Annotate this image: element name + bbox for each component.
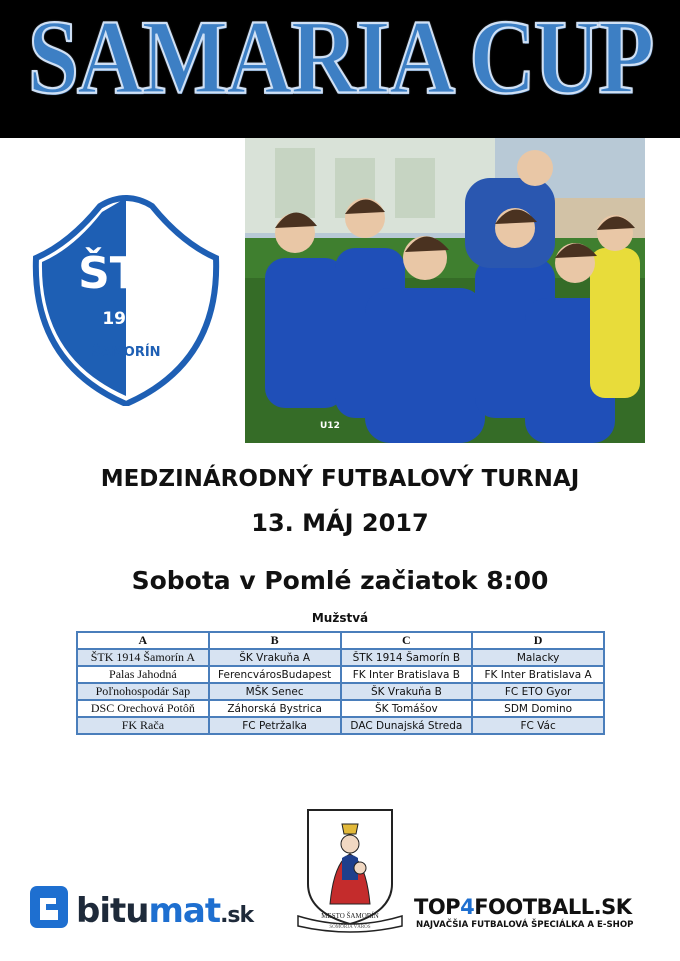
bitumat-tld: .sk: [220, 903, 254, 928]
table-cell: FerencvárosBudapest: [209, 666, 341, 683]
table-cell: Poľnohospodár Sap: [77, 683, 209, 700]
bitumat-logo: [30, 884, 290, 932]
event-subtitle: MEDZINÁRODNÝ FUTBALOVÝ TURNAJ: [100, 466, 580, 492]
table-row: [77, 717, 604, 734]
top4-tagline: NAJVAČŠIA FUTBALOVÁ ŠPECIÁLKA A E-SHOP: [416, 920, 634, 930]
top4-name-part1: TOP: [414, 895, 461, 919]
event-date: 13. MÁJ 2017: [251, 509, 429, 537]
table-cell: Malacky: [472, 649, 604, 666]
header-banner: [0, 0, 680, 138]
table-header-row: [77, 632, 604, 649]
table-cell: FK Inter Bratislava B: [341, 666, 473, 683]
table-cell: ŠK Vrakuňa A: [209, 649, 341, 666]
top4-name-part3: FOOTBALL.SK: [474, 895, 632, 919]
table-cell: FK Inter Bratislava A: [472, 666, 604, 683]
crest-name: ŠTK: [78, 248, 174, 299]
team-photo: [245, 138, 645, 443]
crest-year: 1914: [102, 309, 150, 329]
svg-text:bitumat.sk: [76, 891, 256, 931]
svg-text:TOP4FOOTBALL.SK: [414, 895, 633, 919]
table-cell: FK Rača: [77, 717, 209, 734]
table-cell: FC ETO Gyor: [472, 683, 604, 700]
table-cell: MŠK Senec: [209, 683, 341, 700]
tournament-title: SAMARIA CUP: [27, 0, 653, 116]
event-time: Sobota v Pomlé začiatok 8:00: [131, 566, 549, 595]
table-cell: ŠK Vrakuňa B: [341, 683, 473, 700]
group-d-header: D: [472, 632, 604, 649]
groups-table: [76, 631, 605, 735]
group-b-header: B: [209, 632, 341, 649]
town-emblem-top-text: MESTO ŠAMORÍN: [321, 912, 379, 920]
jersey-label: U12: [320, 421, 340, 431]
teams-caption: Mužstvá: [311, 611, 369, 625]
table-cell: SDM Domino: [472, 700, 604, 717]
table-cell: ŠTK 1914 Šamorín A: [77, 649, 209, 666]
table-cell: FC Vác: [472, 717, 604, 734]
table-cell: ŠTK 1914 Šamorín B: [341, 649, 473, 666]
table-row: [77, 649, 604, 666]
table-cell: Záhorská Bystrica: [209, 700, 341, 717]
bitumat-name-part2: mat: [148, 891, 221, 931]
crest-town: ŠAMORÍN: [91, 345, 161, 360]
table-row: [77, 666, 604, 683]
table-cell: FC Petržalka: [209, 717, 341, 734]
group-c-header: C: [341, 632, 473, 649]
club-crest-logo: [30, 188, 222, 406]
bitumat-name-part1: bitu: [76, 891, 149, 931]
table-cell: DAC Dunajská Streda: [341, 717, 473, 734]
table-cell: DSC Orechová Potôň: [77, 700, 209, 717]
table-row: [77, 683, 604, 700]
table-cell: Palas Jahodná: [77, 666, 209, 683]
town-emblem-bottom-text: SOMORJA VÁROS: [329, 925, 371, 930]
top4-name-part2: 4: [460, 895, 475, 919]
table-row: [77, 700, 604, 717]
top4football-logo: [412, 892, 672, 932]
town-emblem-logo: [290, 804, 410, 934]
table-cell: ŠK Tomášov: [341, 700, 473, 717]
group-a-header: A: [77, 632, 209, 649]
